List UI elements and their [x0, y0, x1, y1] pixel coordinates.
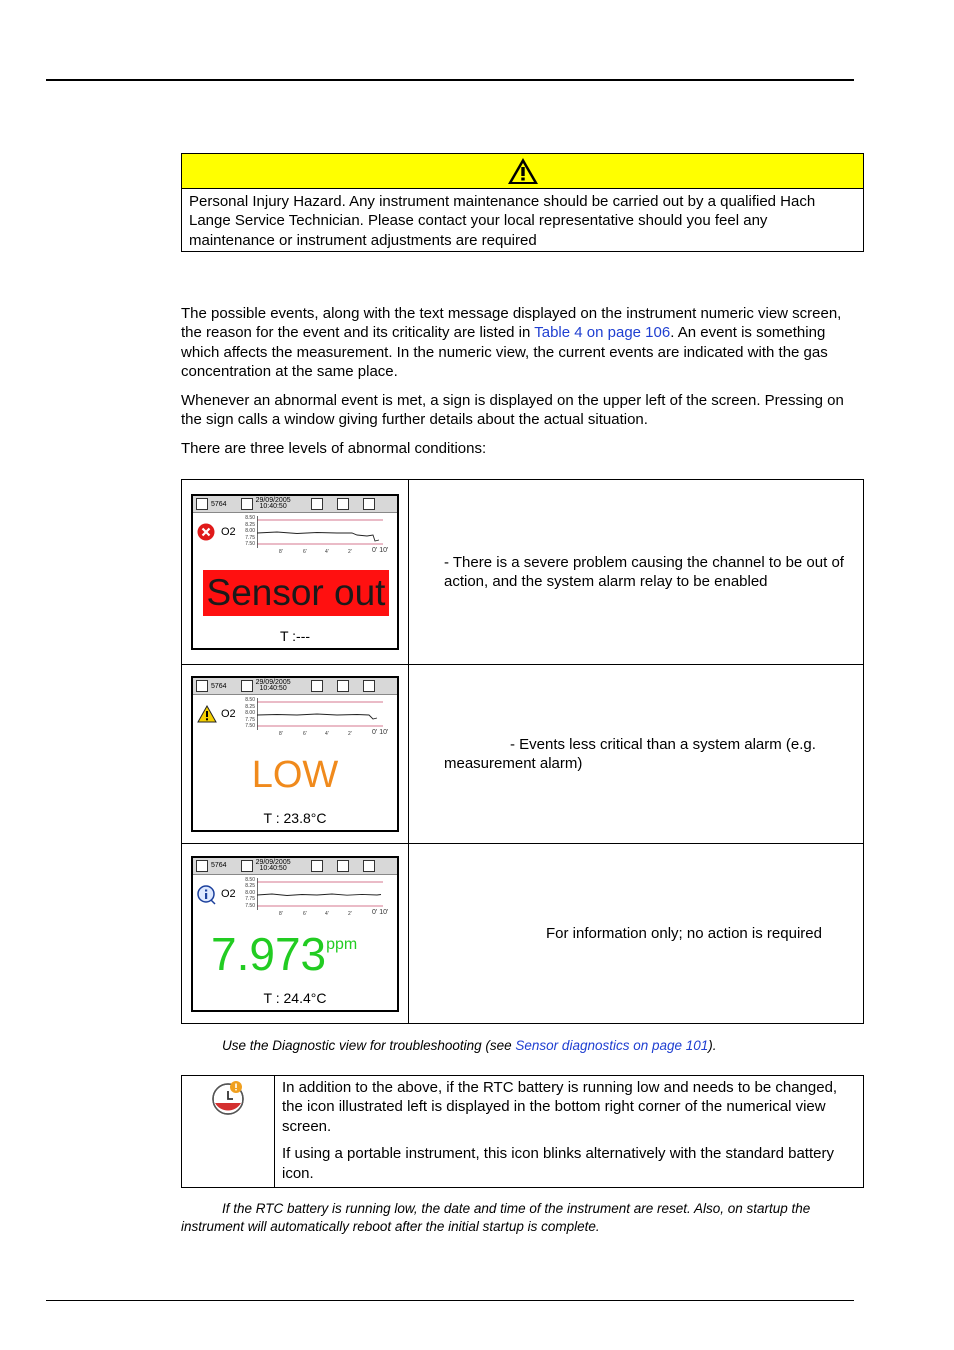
screen-topbar: [193, 678, 397, 695]
reading-unit: ppm: [326, 935, 358, 953]
gas-label: O2: [221, 526, 236, 538]
info-description: For information only; no action is required: [546, 924, 822, 942]
level-row-warning: [182, 665, 864, 844]
temperature-readout: T : 24.4°C: [263, 989, 327, 1006]
intro-paragraph-3: There are three levels of abnormal conditions:: [181, 440, 487, 457]
screen-cell: [182, 480, 409, 665]
warning-triangle-icon: [507, 157, 539, 185]
screen-datetime: 29/09/2005 10:40:50: [255, 497, 291, 510]
alarm-description: - There is a severe problem causing the channel to be out of action, and the system alarm relay to be enabled: [444, 553, 844, 590]
levels-table: [181, 479, 864, 1024]
diagnostic-note: Use the Diagnostic view for troubleshooting (see Sensor diagnostics on page 101).: [222, 1038, 717, 1053]
warning-description: - Events less critical than a system alarm (e.g. measurement alarm): [444, 735, 816, 772]
y-tick-labels: 8.50 8.25 8.00 7.75 7.50: [245, 697, 255, 730]
trend-plot: [257, 698, 383, 730]
lock-icon: [363, 860, 375, 872]
screen-cell: [182, 844, 409, 1024]
level-desc-info: [409, 844, 864, 1024]
rtc-icon-cell: [182, 1076, 275, 1188]
intro-text: The possible events, along with the text message displayed on the instrument numeric view screen, the reason for the event and its criticality are listed in: [181, 305, 842, 342]
header-rule: [46, 79, 854, 81]
level-desc-alarm: [409, 480, 864, 665]
gas-label: O2: [221, 887, 236, 900]
rtc-note: If the RTC battery is running low, the date and time of the instrument are reset. Also, on startup the instrument will automatically reboot after the initial startup is complete.: [181, 1201, 811, 1234]
y-tick-labels: 8.50 8.25 8.00 7.75 7.50: [245, 876, 255, 909]
trend-plot: [257, 516, 383, 548]
intro-paragraph-2: Whenever an abnormal event is met, a sign is displayed on the upper left of the screen. Pressing on the sign calls a window giving further details about the actual situation.: [181, 392, 844, 429]
sensor-out-display: Sensor out: [203, 570, 389, 616]
graph-icon: [241, 498, 253, 510]
info-icon: [197, 885, 217, 905]
graph-icon: [241, 680, 253, 692]
warning-icon: [197, 705, 217, 723]
rtc-text-cell: [275, 1076, 864, 1188]
reading-display: [211, 928, 357, 980]
temperature-readout: T :---: [279, 628, 311, 644]
channel-icon: [337, 498, 349, 510]
rtc-battery-icon: [208, 1077, 248, 1117]
rtc-table: [181, 1075, 864, 1188]
screen-id: 5764: [211, 862, 227, 869]
graph-icon: [241, 860, 253, 872]
level-row-info: [182, 844, 864, 1024]
screen-cell: [182, 665, 409, 844]
menu-icon: [196, 860, 208, 872]
screen-id: 5764: [211, 682, 227, 690]
error-icon: [197, 523, 215, 541]
menu-icon: [196, 680, 208, 692]
reading-value: 7.973: [211, 927, 327, 980]
relay-icon: [311, 498, 323, 510]
level-row-alarm: [182, 480, 864, 665]
low-display: LOW: [251, 754, 339, 796]
relay-icon: [311, 860, 323, 872]
instrument-screen-alarm: 5764 29/09/2005 10:40:50 O2 8.50 8.25 8.00 7.75 7.50 8' 6' 4' 2' 0' 10' Sensor out T :---: [191, 494, 399, 650]
lock-icon: [363, 498, 375, 510]
relay-icon: [311, 680, 323, 692]
intro-paragraph-1: [181, 304, 863, 382]
screen-topbar: [193, 858, 397, 875]
y-tick-labels: 8.50 8.25 8.00 7.75 7.50: [245, 515, 255, 548]
gas-label: O2: [221, 708, 236, 720]
table4-link[interactable]: Table 4 on page 106: [534, 324, 671, 342]
level-desc-warning: [409, 665, 864, 844]
temperature-readout: T : 23.8°C: [263, 810, 327, 826]
rtc-paragraph-1: In addition to the above, if the RTC battery is running low and needs to be changed, the icon illustrated left is displayed in the bottom right corner of the numerical view screen.: [282, 1079, 838, 1135]
instrument-screen-info: 5764 29/09/2005 10:40:50 O2 8.50 8.25 8.00 7.75 7.50 8' 6' 4' 2' 0' 10' 7.973ppm T : 24.4°C: [191, 856, 399, 1012]
channel-icon: [337, 860, 349, 872]
footer-rule: [46, 1300, 854, 1301]
channel-icon: [337, 680, 349, 692]
intro-text-tail: . An event is something which affects the measurement. In the numeric view, the current events are indicated with the gas concentration at the same place.: [181, 324, 828, 381]
x-ticks: 8': [279, 549, 283, 555]
screen-datetime: 29/09/2005 10:40:50: [255, 858, 291, 872]
rtc-paragraph-2: If using a portable instrument, this icon blinks alternatively with the standard battery icon.: [282, 1145, 834, 1182]
instrument-screen-warning: 5764 29/09/2005 10:40:50 O2 8.50 8.25 8.00 7.75 7.50 8' 6' 4' 2' 0' 10' LOW T : 23.8°C: [191, 676, 399, 832]
warning-header: [182, 154, 863, 189]
screen-datetime: 29/09/2005 10:40:50: [255, 679, 291, 692]
sensor-diagnostics-link[interactable]: Sensor diagnostics on page 101: [515, 1038, 709, 1053]
menu-icon: [196, 498, 208, 510]
lock-icon: [363, 680, 375, 692]
screen-topbar: [193, 496, 397, 513]
screen-id: 5764: [211, 500, 227, 508]
warning-box: [181, 153, 864, 252]
trend-plot: [257, 878, 383, 910]
warning-text: Personal Injury Hazard. Any instrument maintenance should be carried out by a qualified Hach Lange Service Technician. Please contact your local representative should you feel any maintenance or instrument adjustments are required: [189, 193, 816, 249]
